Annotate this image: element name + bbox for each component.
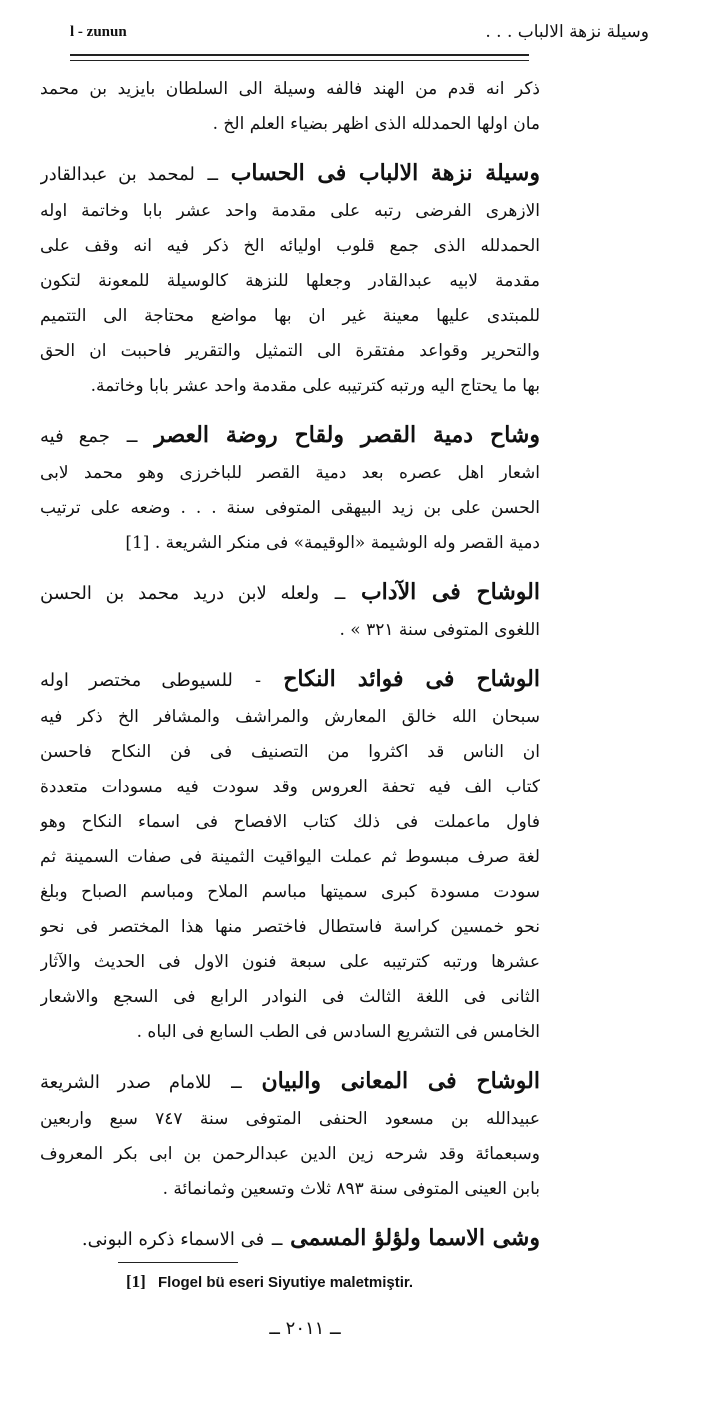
entry-heading — [40, 1217, 540, 1259]
entry-dash: - — [255, 670, 262, 691]
entry-heading — [40, 1060, 540, 1102]
catalog-entry — [40, 152, 540, 404]
text-line: اللغوى المتوفى سنة ٣٢١ » . — [339, 620, 540, 640]
header-catchword: وسيلة نزهة الالباب . . . — [485, 22, 649, 42]
text-line: الازهرى الفرضى رتبه على مقدمة واحد عشر بابا وخاتمة اوله — [40, 201, 540, 221]
entry-title: الوشاح فى فوائد النكاح — [283, 666, 540, 692]
text-line: ذكر انه قدم من الهند فالفه وسيلة الى السلطان بايزيد بن محمد — [40, 79, 540, 99]
entry-heading — [40, 152, 540, 194]
text-line: عشرها ورتبه كترتيبه على سبعة فنون الاول فى الحديث والآثار — [40, 952, 540, 972]
text-line: كتاب الف فيه تحفة العروس وقد سودت فيه مسودات متعددة — [40, 777, 540, 797]
catalog-entry — [40, 72, 540, 142]
entry-title: وسيلة نزهة الالباب فى الحساب — [230, 160, 540, 186]
header-volume-label: l - zunun — [70, 24, 127, 40]
text-line: مقدمة لابيه عبدالقادر وجعلها للنزهة كالوسيلة للمعونة لتكون — [40, 271, 540, 291]
catalog-entry — [40, 1060, 540, 1207]
entry-author: جمع فيه — [40, 426, 110, 447]
text-line: فاول ماعملت فى ذلك كتاب الافصاح فى اسماء النكاح وهو — [40, 812, 540, 832]
catalog-entry — [40, 658, 540, 1050]
text-line: الحمدلله الذى جمع قلوب اوليائه الخ ذكر فيه انه وقف على — [40, 236, 540, 256]
entry-heading — [40, 571, 540, 613]
text-line: وسبعمائة وقد شرحه زين الدين عبدالرحمن بن ابى بكر المعروف — [40, 1144, 540, 1164]
entry-dash: ــ — [207, 164, 219, 185]
entry-author: لمحمد بن عبدالقادر — [40, 164, 195, 185]
catalog-entry — [40, 414, 540, 561]
catalog-entry — [40, 571, 540, 648]
entry-dash: ــ — [231, 1072, 242, 1093]
text-line: الثانى فى اللغة الثالث فى النوادر الرابع فى السجع والاشعار — [40, 987, 540, 1007]
footnote-text: Flogel bü eseri Siyutiye maletmiştir. — [158, 1274, 414, 1291]
text-line: سودت مسودة كبرى سميتها مباسم الملاح ومباسم الصباح وبلغ — [40, 882, 540, 902]
running-header — [70, 22, 649, 48]
entry-heading — [40, 658, 540, 700]
entry-author: فى الاسماء ذكره البونى. — [81, 1229, 265, 1250]
text-line: عبيدالله بن مسعود الحنفى المتوفى سنة ٧٤٧ سبع واربعين — [40, 1109, 540, 1129]
entry-author: ولعله لابن دريد محمد بن الحسن — [40, 583, 320, 604]
text-line: بها ما يحتاج اليه ورتبه كترتيبه على مقدمة واحد عشر بابا وخاتمة. — [90, 376, 540, 396]
text-line: للمبتدى عليها معينة غير ان بها مواضع محتاجة الى التتميم — [40, 306, 540, 326]
text-line: ان الناس قد اكثروا من التصنيف فى فن النكاح فاحسن — [40, 742, 540, 762]
catalog-entry — [40, 1217, 540, 1259]
text-line: لغة صرف مبسوط ثم عملت اليواقيت الثمينة فى صفات السمينة ثم — [40, 847, 540, 867]
text-line: بابن العينى المتوفى سنة ٨٩٣ ثلاث وتسعين وثمانمائة . — [162, 1179, 540, 1199]
main-text — [40, 72, 540, 1269]
entry-title: الوشاح فى الآداب — [360, 579, 540, 605]
entry-dash: ــ — [334, 583, 346, 604]
text-line: والتحرير وقواعد مفتقرة الى التمثيل والتقرير فاحببت ان الحق — [40, 341, 540, 361]
text-line: اشعار اهل عصره بعد دمية القصر للباخرزى وهو محمد لابى — [40, 463, 540, 483]
entry-heading — [40, 414, 540, 456]
footnote — [126, 1272, 413, 1292]
entry-dash: ــ — [126, 426, 138, 447]
entry-title: وشى الاسما ولؤلؤ المسمى — [290, 1225, 540, 1251]
entry-author: للامام صدر الشريعة — [40, 1072, 212, 1093]
entry-dash: ــ — [271, 1229, 283, 1250]
text-line: مان اولها الحمدلله الذى اظهر بضياء العلم الخ . — [212, 114, 540, 134]
header-rule-thick — [70, 54, 529, 56]
text-line: الخامس فى التشريع السادس فى الطب السابع فى الباه . — [136, 1022, 540, 1042]
footnote-rule — [118, 1262, 238, 1263]
footnote-mark: [1] — [126, 1272, 146, 1291]
text-line: دمية القصر وله الوشيمة «الوقيمة» فى منكر الشريعة . [1] — [125, 533, 540, 553]
text-line: سبحان الله خالق المعارش والمراشف والمشافر الخ ذكر فيه — [40, 707, 540, 727]
page-number: ــ ٢٠١١ ــ — [269, 1318, 341, 1339]
entry-author: للسيوطى مختصر اوله — [40, 670, 233, 691]
text-line: الحسن على بن زيد البيهقى المتوفى سنة . . . وضعه على ترتيب — [40, 498, 540, 518]
header-rule-thin — [70, 60, 529, 61]
text-line: نحو خمسين كراسة فاستطال فاختصر منها هذا المختصر فى نحو — [40, 917, 540, 937]
entry-title: وشاح دمية القصر ولقاح روضة العصر — [154, 422, 540, 448]
entry-title: الوشاح فى المعانى والبيان — [261, 1068, 540, 1094]
